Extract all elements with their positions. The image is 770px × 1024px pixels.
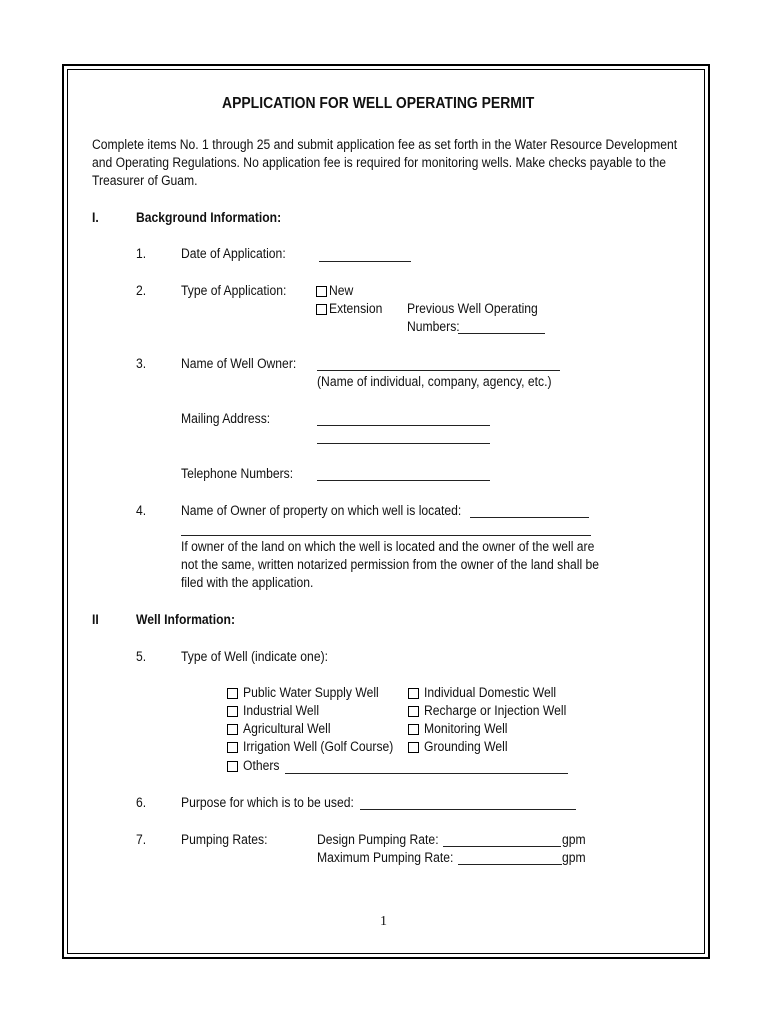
item-2-label: Type of Application: — [181, 283, 287, 298]
new-label: New — [329, 283, 354, 298]
industrial-well-label: Industrial Well — [243, 703, 320, 718]
irrigation-well-label: Irrigation Well (Golf Course) — [243, 739, 394, 754]
previous-permit-label: Previous Well Operating — [407, 301, 538, 316]
mailing-address-field-2[interactable] — [317, 443, 490, 444]
extension-checkbox[interactable] — [316, 304, 327, 315]
item-5-number: 5. — [136, 649, 147, 664]
intro-line-2: and Operating Regulations. No application fee is required for monitoring wells. Make checks payable to the — [92, 155, 667, 170]
property-owner-field-1[interactable] — [470, 517, 589, 518]
previous-permit-numbers-label: Numbers: — [407, 319, 460, 334]
extension-label: Extension — [329, 301, 383, 316]
previous-permit-numbers-field[interactable] — [458, 333, 545, 334]
section-1-number: I. — [92, 210, 99, 225]
public-water-supply-checkbox[interactable] — [227, 688, 238, 699]
maximum-pumping-rate-label: Maximum Pumping Rate: — [317, 850, 454, 865]
monitoring-well-checkbox[interactable] — [408, 724, 419, 735]
design-pumping-rate-label: Design Pumping Rate: — [317, 832, 439, 847]
item-7-label: Pumping Rates: — [181, 832, 268, 847]
maximum-pumping-rate-unit: gpm — [562, 850, 586, 865]
item-3-label: Name of Well Owner: — [181, 356, 297, 371]
intro-line-1: Complete items No. 1 through 25 and submit application fee as set forth in the Water Resource Development — [92, 137, 678, 152]
monitoring-well-label: Monitoring Well — [424, 721, 508, 736]
item-3-number: 3. — [136, 356, 147, 371]
others-checkbox[interactable] — [227, 761, 238, 772]
others-field[interactable] — [285, 773, 568, 774]
public-water-supply-label: Public Water Supply Well — [243, 685, 379, 700]
well-owner-name-field[interactable] — [317, 370, 560, 371]
others-label: Others — [243, 758, 280, 773]
section-1-title: Background Information: — [136, 210, 282, 225]
item-4-label: Name of Owner of property on which well is located: — [181, 503, 462, 518]
new-checkbox[interactable] — [316, 286, 327, 297]
item-1-label: Date of Application: — [181, 246, 286, 261]
item-4-note-line-3: filed with the application. — [181, 575, 314, 590]
date-of-application-field[interactable] — [319, 261, 411, 262]
form-title: APPLICATION FOR WELL OPERATING PERMIT — [222, 95, 535, 112]
individual-domestic-label: Individual Domestic Well — [424, 685, 557, 700]
agricultural-well-label: Agricultural Well — [243, 721, 331, 736]
item-2-number: 2. — [136, 283, 147, 298]
telephone-field[interactable] — [317, 480, 490, 481]
item-7-number: 7. — [136, 832, 147, 847]
section-2-title: Well Information: — [136, 612, 235, 627]
industrial-well-checkbox[interactable] — [227, 706, 238, 717]
item-4-number: 4. — [136, 503, 147, 518]
grounding-well-checkbox[interactable] — [408, 742, 419, 753]
property-owner-field-2[interactable] — [181, 535, 591, 536]
design-pumping-rate-field[interactable] — [443, 846, 561, 847]
grounding-well-label: Grounding Well — [424, 739, 508, 754]
item-4-note-line-1: If owner of the land on which the well is located and the owner of the well are — [181, 539, 595, 554]
item-6-number: 6. — [136, 795, 147, 810]
mailing-address-label: Mailing Address: — [181, 411, 271, 426]
item-1-number: 1. — [136, 246, 147, 261]
well-owner-hint: (Name of individual, company, agency, etc.) — [317, 374, 552, 389]
individual-domestic-checkbox[interactable] — [408, 688, 419, 699]
page-number: 1 — [380, 914, 387, 929]
section-2-number: II — [92, 612, 99, 627]
intro-line-3: Treasurer of Guam. — [92, 173, 198, 188]
item-5-label: Type of Well (indicate one): — [181, 649, 329, 664]
telephone-label: Telephone Numbers: — [181, 466, 294, 481]
irrigation-well-checkbox[interactable] — [227, 742, 238, 753]
purpose-field[interactable] — [360, 809, 576, 810]
mailing-address-field-1[interactable] — [317, 425, 490, 426]
recharge-injection-checkbox[interactable] — [408, 706, 419, 717]
agricultural-well-checkbox[interactable] — [227, 724, 238, 735]
design-pumping-rate-unit: gpm — [562, 832, 586, 847]
maximum-pumping-rate-field[interactable] — [458, 864, 562, 865]
item-4-note-line-2: not the same, written notarized permission from the owner of the land shall be — [181, 557, 600, 572]
recharge-injection-label: Recharge or Injection Well — [424, 703, 567, 718]
item-6-label: Purpose for which is to be used: — [181, 795, 354, 810]
